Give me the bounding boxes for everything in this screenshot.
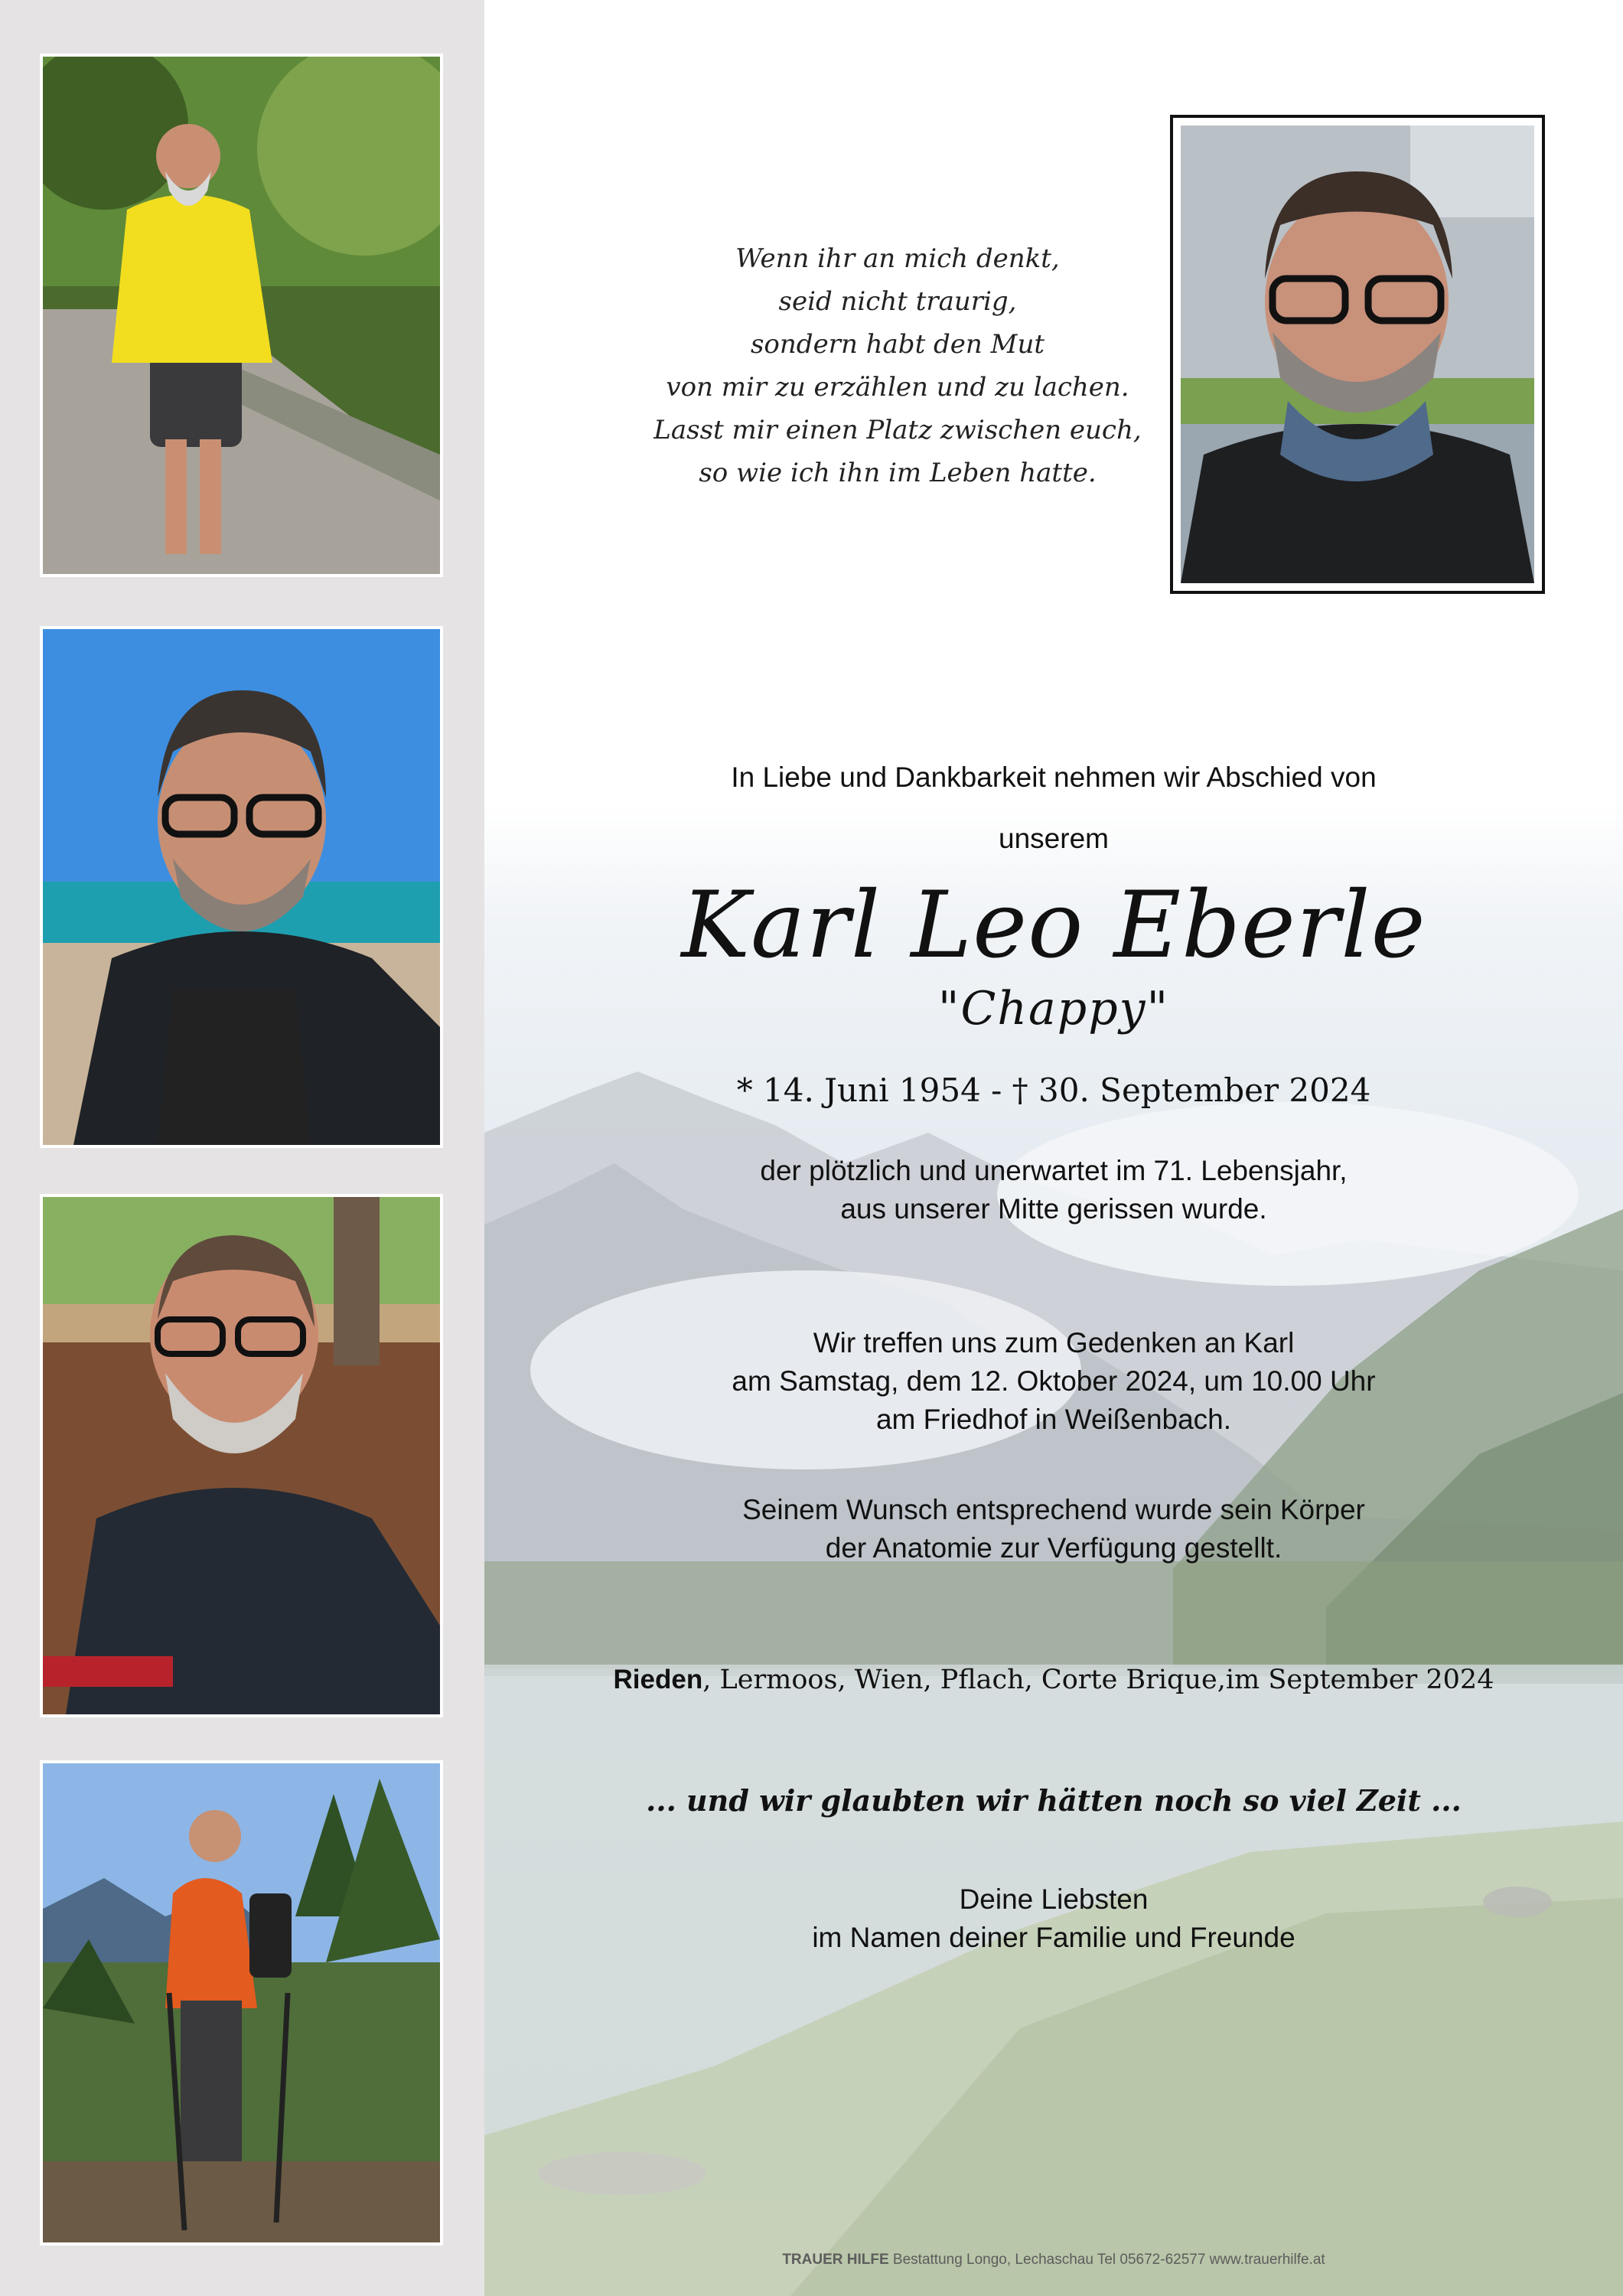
photo-walking-forest [40, 54, 443, 577]
places-rest: , Lermoos, Wien, Pflach, Corte Brique,im September 2024 [702, 1665, 1494, 1695]
places-bold: Rieden [613, 1665, 703, 1694]
poem-line: sondern habt den Mut [750, 329, 1045, 360]
wish-text [484, 1491, 1623, 1567]
photo-sidebar [0, 0, 484, 2296]
main-portrait-photo [1170, 115, 1545, 594]
life-dates: * 14. Juni 1954 - † 30. September 2024 [736, 1071, 1371, 1109]
poem [592, 237, 1204, 494]
memorial-info [484, 1324, 1623, 1439]
memorial-line: am Samstag, dem 12. Oktober 2024, um 10.00 Uhr [732, 1365, 1376, 1397]
poem-line: Wenn ihr an mich denkt, [735, 243, 1060, 274]
poem-line: Lasst mir einen Platz zwischen euch, [653, 415, 1142, 445]
nickname: "Chappy" [937, 982, 1170, 1035]
signoff-line: im Namen deiner Familie und Freunde [812, 1922, 1295, 1953]
unserem-text: unserem [999, 823, 1109, 854]
passing-line: der plötzlich und unerwartet im 71. Lebensjahr, [760, 1155, 1348, 1186]
footer-brand: TRAUER HILFE [782, 2252, 889, 2268]
poem-line: seid nicht traurig, [778, 286, 1017, 317]
footer-contact: Bestattung Longo, Lechaschau Tel 05672-62577 www.trauerhilfe.at [888, 2252, 1325, 2268]
places-line [484, 1665, 1623, 1695]
quote: ... und wir glaubten wir hätten noch so viel Zeit ... [646, 1783, 1462, 1818]
wish-line: Seinem Wunsch entsprechend wurde sein Körper [742, 1494, 1365, 1525]
photo-terrace [40, 1194, 443, 1717]
photo-hiking [40, 1760, 443, 2245]
memorial-line: Wir treffen uns zum Gedenken an Karl [813, 1327, 1295, 1358]
intro-text: In Liebe und Dankbarkeit nehmen wir Abschied von [731, 762, 1377, 793]
poem-line: von mir zu erzählen und zu lachen. [666, 372, 1129, 403]
poem-line: so wie ich ihn im Leben hatte. [699, 458, 1097, 488]
footer [484, 2252, 1623, 2268]
passing-line: aus unserer Mitte gerissen wurde. [840, 1193, 1267, 1225]
signoff-line: Deine Liebsten [959, 1883, 1149, 1915]
memorial-line: am Friedhof in Weißenbach. [875, 1404, 1232, 1435]
wish-line: der Anatomie zur Verfügung gestellt. [825, 1532, 1282, 1564]
signoff [484, 1880, 1623, 1957]
passing-text [484, 1152, 1623, 1228]
deceased-name: Karl Leo Eberle [681, 872, 1426, 979]
obituary-panel [484, 0, 1623, 2296]
photo-beach [40, 626, 443, 1148]
